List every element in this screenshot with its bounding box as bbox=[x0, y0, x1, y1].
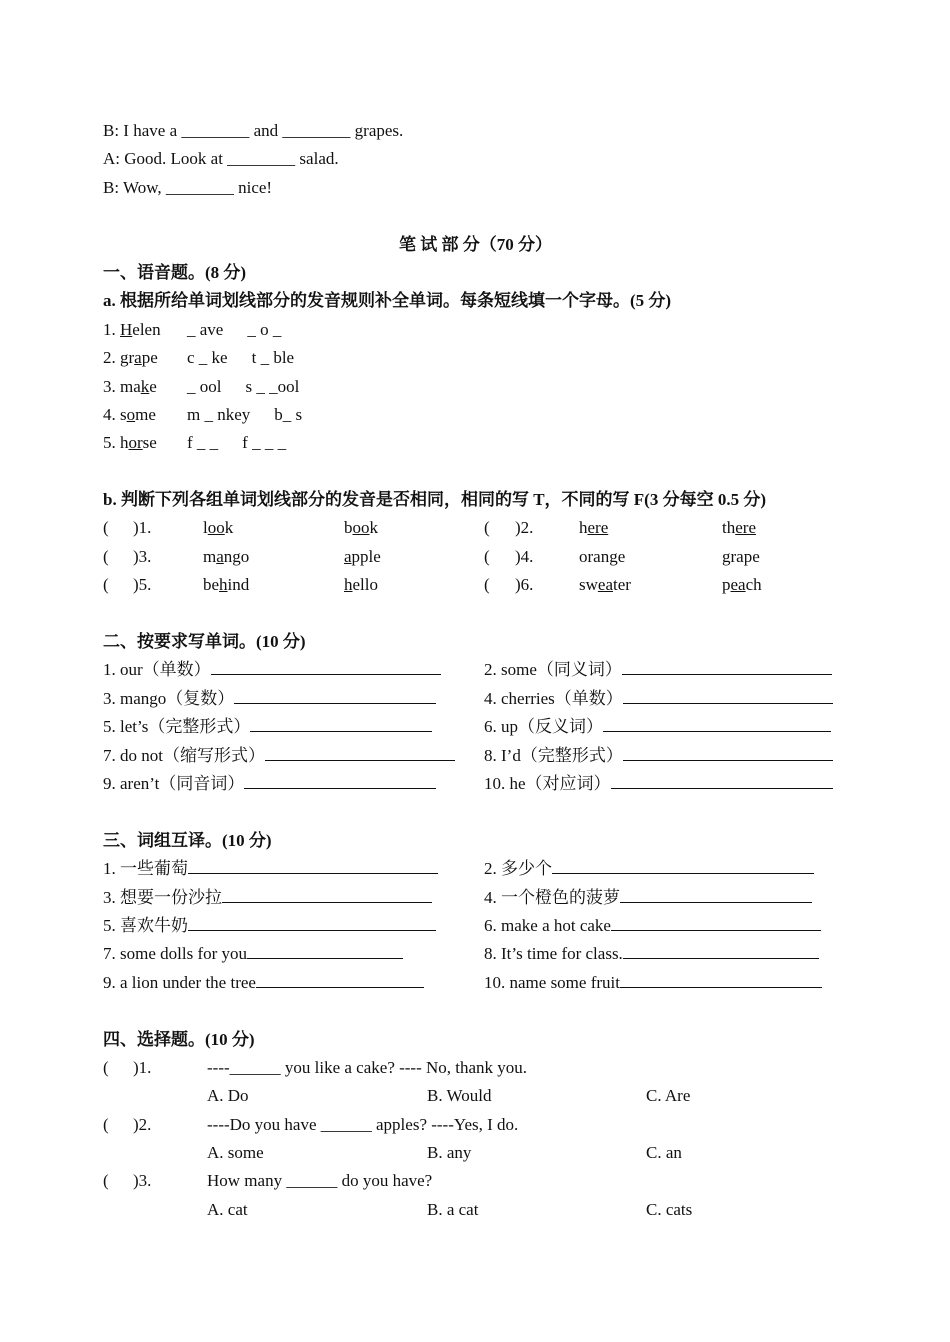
answer-blank[interactable] bbox=[188, 855, 438, 874]
phonics-row: 3. make _ ool s _ _ool bbox=[103, 373, 848, 401]
question-stem: ----______ you like a cake? ---- No, thank you. bbox=[207, 1057, 528, 1077]
answer-blank[interactable] bbox=[623, 940, 819, 959]
answer-paren[interactable]: ( bbox=[103, 1114, 109, 1134]
phonics-blank[interactable]: t _ ble bbox=[251, 348, 295, 368]
word: behind bbox=[203, 575, 250, 595]
word: here bbox=[579, 518, 609, 538]
answer-blank[interactable] bbox=[603, 713, 831, 732]
word: apple bbox=[344, 546, 381, 566]
option-a[interactable]: A. some bbox=[207, 1143, 264, 1163]
option-b[interactable]: B. any bbox=[427, 1143, 472, 1163]
word: book bbox=[344, 518, 378, 538]
answer-paren[interactable]: ( bbox=[103, 575, 109, 595]
answer-paren[interactable]: ( bbox=[103, 1057, 109, 1077]
word: peach bbox=[722, 575, 762, 595]
phonics-blank[interactable]: f _ _ bbox=[187, 433, 219, 453]
answer-paren[interactable]: ( bbox=[484, 546, 490, 566]
mc-options bbox=[103, 1196, 848, 1224]
answer-blank[interactable] bbox=[623, 685, 833, 704]
word-form-row: 5. let’s（完整形式） 6. up（反义词） bbox=[103, 713, 848, 741]
answer-paren[interactable]: ( bbox=[484, 575, 490, 595]
answer-blank[interactable] bbox=[211, 656, 441, 675]
word: there bbox=[722, 518, 756, 538]
answer-paren[interactable]: ( bbox=[103, 518, 109, 538]
question-stem: How many ______ do you have? bbox=[207, 1171, 433, 1191]
answer-blank[interactable] bbox=[222, 884, 432, 903]
section3-title: 三、词组互译。(10 分) bbox=[103, 830, 272, 850]
option-b[interactable]: B. a cat bbox=[427, 1199, 479, 1219]
answer-paren[interactable]: ( bbox=[103, 1171, 109, 1191]
answer-blank[interactable] bbox=[622, 656, 832, 675]
answer-blank[interactable] bbox=[611, 770, 833, 789]
word-form-row: 9. aren’t（同音词） 10. he（对应词） bbox=[103, 770, 848, 798]
answer-blank[interactable] bbox=[620, 884, 812, 903]
option-b[interactable]: B. Would bbox=[427, 1086, 492, 1106]
answer-blank[interactable] bbox=[244, 770, 436, 789]
answer-blank[interactable] bbox=[250, 713, 432, 732]
answer-blank[interactable] bbox=[620, 969, 822, 988]
answer-blank[interactable] bbox=[552, 855, 814, 874]
word: orange bbox=[579, 546, 626, 566]
word: grape bbox=[722, 546, 760, 566]
phonics-blank[interactable]: _ o _ bbox=[247, 319, 282, 339]
phonics-row: 1. Helen _ ave _ o _ bbox=[103, 316, 848, 344]
section4-title: 四、选择题。(10 分) bbox=[103, 1029, 255, 1049]
mc-question: ( )1. ----______ you like a cake? ---- No, thank you. bbox=[103, 1054, 848, 1082]
option-a[interactable]: A. cat bbox=[207, 1199, 248, 1219]
answer-blank[interactable] bbox=[611, 912, 821, 931]
translate-row: 3. 想要一份沙拉 4. 一个橙色的菠萝 bbox=[103, 884, 848, 912]
option-a[interactable]: A. Do bbox=[207, 1086, 249, 1106]
section1a-instruction: a. 根据所给单词划线部分的发音规则补全单词。每条短线填一个字母。(5 分) bbox=[103, 291, 672, 311]
question-stem: ----Do you have ______ apples? ----Yes, I do. bbox=[207, 1114, 519, 1134]
sound-compare-row: ( )1. look book ( )2. here there bbox=[103, 514, 848, 542]
word: look bbox=[203, 518, 234, 538]
word-form-row: 1. our（单数） 2. some（同义词） bbox=[103, 656, 848, 684]
translate-row: 7. some dolls for you 8. It’s time for class. bbox=[103, 940, 848, 968]
phonics-blank[interactable]: _ ool bbox=[187, 376, 222, 396]
phonics-blank[interactable]: s _ _ool bbox=[245, 376, 300, 396]
phonics-blank[interactable]: f _ _ _ bbox=[242, 433, 287, 453]
worksheet-page bbox=[103, 117, 848, 1224]
word-form-row: 7. do not（缩写形式） 8. I’d（完整形式） bbox=[103, 742, 848, 770]
phonics-row: 4. some m _ nkey b_ s bbox=[103, 401, 848, 429]
mc-options bbox=[103, 1139, 848, 1167]
written-part-title: 笔 试 部 分（70 分） bbox=[399, 234, 552, 254]
phonics-row: 5. horse f _ _ f _ _ _ bbox=[103, 429, 848, 457]
mc-question: ( )3. How many ______ do you have? bbox=[103, 1167, 848, 1195]
dialogue-line: B: Wow, ________ nice! bbox=[103, 177, 273, 197]
option-c[interactable]: C. an bbox=[646, 1143, 682, 1163]
answer-paren[interactable]: ( bbox=[103, 546, 109, 566]
answer-blank[interactable] bbox=[623, 742, 833, 761]
answer-blank[interactable] bbox=[265, 742, 455, 761]
word: sweater bbox=[579, 575, 631, 595]
answer-blank[interactable] bbox=[247, 940, 403, 959]
dialogue-line: A: Good. Look at ________ salad. bbox=[103, 149, 339, 169]
answer-blank[interactable] bbox=[256, 969, 424, 988]
dialogue-line: B: I have a ________ and ________ grapes. bbox=[103, 121, 404, 140]
phonics-blank[interactable]: m _ nkey bbox=[187, 404, 251, 424]
translate-row: 5. 喜欢牛奶 6. make a hot cake bbox=[103, 912, 848, 940]
sound-compare-row: ( )5. behind hello ( )6. sweater peach bbox=[103, 571, 848, 599]
sound-compare-row: ( )3. mango apple ( )4. orange grape bbox=[103, 543, 848, 571]
word: mango bbox=[203, 546, 250, 566]
phonics-blank[interactable]: c _ ke bbox=[187, 348, 228, 368]
answer-blank[interactable] bbox=[188, 912, 436, 931]
section2-title: 二、按要求写单词。(10 分) bbox=[103, 632, 306, 652]
phonics-row: 2. grape c _ ke t _ ble bbox=[103, 344, 848, 372]
phonics-blank[interactable]: _ ave bbox=[187, 319, 224, 339]
option-c[interactable]: C. cats bbox=[646, 1199, 693, 1219]
word: hello bbox=[344, 575, 378, 595]
word-form-row: 3. mango（复数） 4. cherries（单数） bbox=[103, 685, 848, 713]
mc-question: ( )2. ----Do you have ______ apples? ----Yes, I do. bbox=[103, 1111, 848, 1139]
mc-options bbox=[103, 1082, 848, 1110]
option-c[interactable]: C. Are bbox=[646, 1086, 691, 1106]
section1b-instruction: b. 判断下列各组单词划线部分的发音是否相同，相同的写 T，不同的写 F(3 分每空 0.5 分) bbox=[103, 490, 766, 510]
phonics-blank[interactable]: b_ s bbox=[274, 404, 303, 424]
answer-paren[interactable]: ( bbox=[484, 518, 490, 538]
translate-row: 1. 一些葡萄 2. 多少个 bbox=[103, 855, 848, 883]
section1-title: 一、语音题。(8 分) bbox=[103, 262, 247, 282]
translate-row: 9. a lion under the tree 10. name some fruit bbox=[103, 969, 848, 997]
answer-blank[interactable] bbox=[234, 685, 436, 704]
